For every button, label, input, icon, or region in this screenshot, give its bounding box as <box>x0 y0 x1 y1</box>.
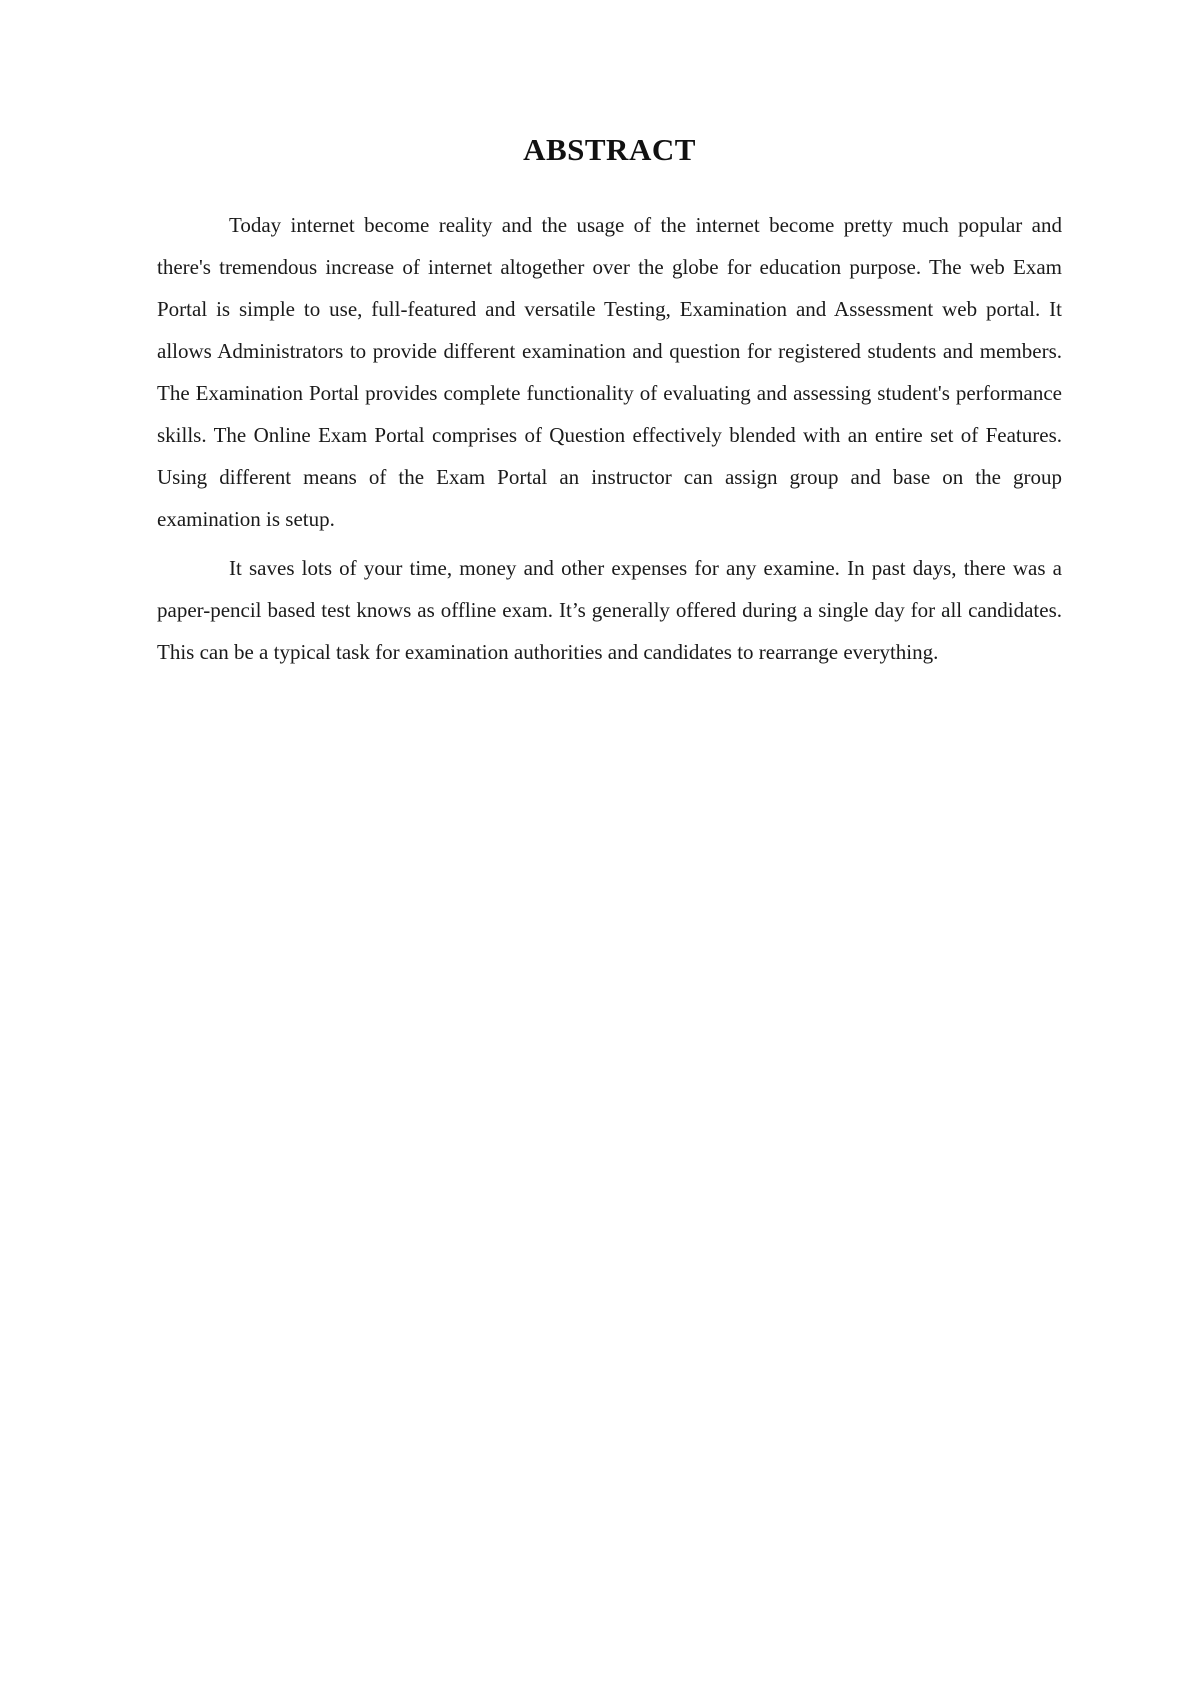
document-body <box>157 130 1062 680</box>
page-title: ABSTRACT <box>523 132 696 167</box>
abstract-paragraph-2: It saves lots of your time, money and other expenses for any examine. In past days, there was a paper-pencil based test knows as offline exam. It’s generally offered during a single day for all candidates. This can be a typical task for examination authorities and candidates to rearrange everything. <box>157 556 1062 665</box>
abstract-paragraph-1: Today internet become reality and the usage of the internet become pretty much popular and there's tremendous increase of internet altogether over the globe for education purpose. The web Exam Portal is simple to use, full-featured and versatile Testing, Examination and Assessment web portal. It allows Administrators to provide different examination and question for registered students and members. The Examination Portal provides complete functionality of evaluating and assessing student's performance skills. The Online Exam Portal comprises of Question effectively blended with an entire set of Features. Using different means of the Exam Portal an instructor can assign group and base on the group examination is setup. <box>157 213 1062 532</box>
